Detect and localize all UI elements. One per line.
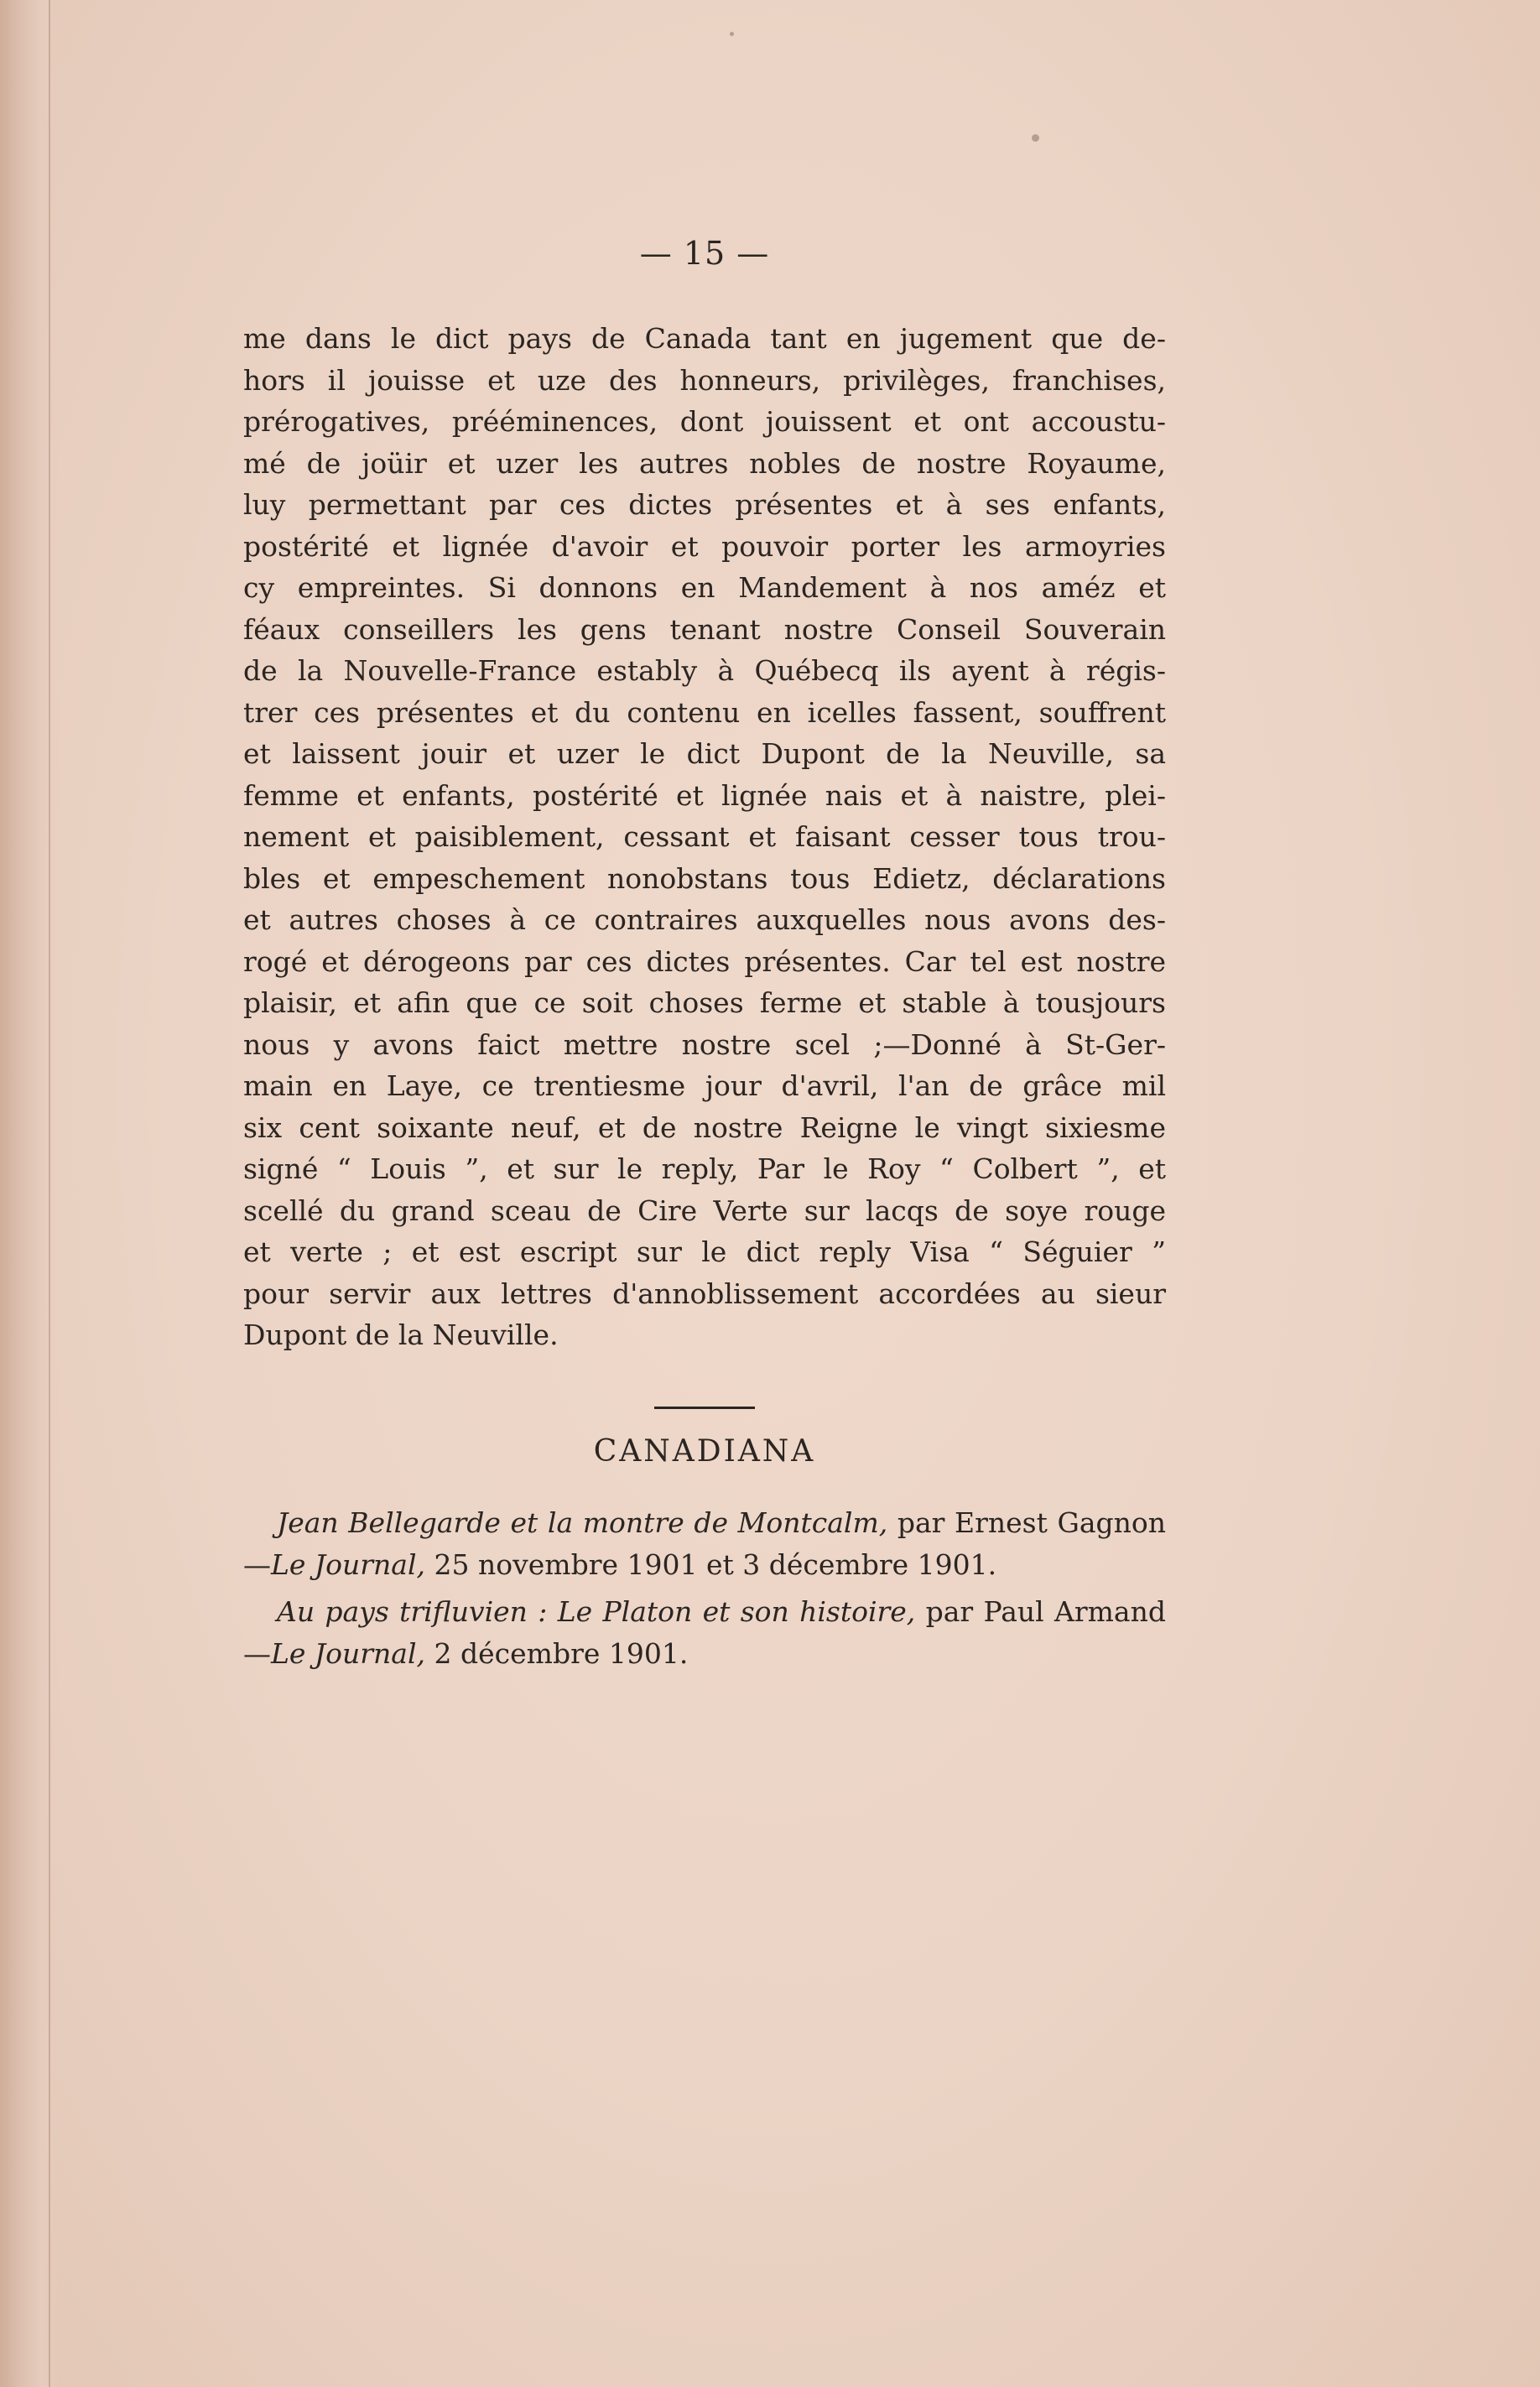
page-number: — 15 — (639, 235, 770, 272)
entry-date: 2 décembre 1901. (425, 1636, 689, 1670)
ink-spot (1032, 134, 1039, 142)
bibliography-entry (243, 1502, 1166, 1586)
body-line: signé “ Louis ”, et sur le reply, Par le Roy “ Colbert ”, et (243, 1152, 1166, 1185)
section-title: CANADIANA (593, 1433, 816, 1469)
body-line: de la Nouvelle-France estably à Québecq ils ayent à régis- (243, 654, 1166, 687)
body-line: bles et empeschement nonobstans tous Edietz, déclarations (243, 861, 1166, 895)
entry-journal: Le Journal, (271, 1547, 426, 1581)
body-line: nous y avons faict mettre nostre scel ;—Donné à St-Ger- (243, 1027, 1166, 1061)
entry-author: par Ernest Gagnon— (243, 1506, 1166, 1581)
entry-journal: Le Journal, (271, 1636, 426, 1670)
bibliography-list (243, 1502, 1166, 1675)
document-text (243, 235, 1166, 1680)
body-line: nement et paisiblement, cessant et faisant cesser tous trou- (243, 820, 1166, 853)
body-line: et verte ; et est escript sur le dict reply Visa “ Séguier ” (243, 1235, 1166, 1268)
body-line: féaux conseillers les gens tenant nostre Conseil Souverain (243, 612, 1166, 646)
body-line: et laissent jouir et uzer le dict Dupont de la Neuville, sa (243, 737, 1166, 770)
body-line: scellé du grand sceau de Cire Verte sur lacqs de soye rouge (243, 1194, 1166, 1227)
body-line: mé de joüir et uzer les autres nobles de nostre Royaume, (243, 446, 1166, 480)
body-line: cy empreintes. Si donnons en Mandement à nos améz et (243, 571, 1166, 604)
entry-author: par Paul Armand— (243, 1594, 1166, 1670)
body-line: prérogatives, prééminences, dont jouissent et ont accoustu- (243, 405, 1166, 438)
bibliography-entry (243, 1591, 1166, 1675)
body-line: rogé et dérogeons par ces dictes présentes. Car tel est nostre (243, 944, 1166, 978)
body-line: pour servir aux lettres d'annoblissement accordées au sieur (243, 1277, 1166, 1310)
body-line: plaisir, et afin que ce soit choses ferme et stable à tousjours (243, 986, 1166, 1019)
body-line: et autres choses à ce contraires auxquelles nous avons des- (243, 903, 1166, 936)
body-line: hors il jouisse et uze des honneurs, privilèges, franchises, (243, 363, 1166, 397)
body-line: luy permettant par ces dictes présentes et à ses enfants, (243, 488, 1166, 521)
body-line: trer ces présentes et du contenu en icelles fassent, souffrent (243, 695, 1166, 729)
body-line: postérité et lignée d'avoir et pouvoir porter les armoyries (243, 529, 1166, 563)
entry-date: 25 novembre 1901 et 3 décembre 1901. (425, 1547, 997, 1581)
entry-title: Jean Bellegarde et la montre de Montcalm, (277, 1506, 888, 1539)
body-line: six cent soixante neuf, et de nostre Reigne le vingt sixiesme (243, 1110, 1166, 1144)
body-line: Dupont de la Neuville. (243, 1318, 559, 1351)
body-line: main en Laye, ce trentiesme jour d'avril, l'an de grâce mil (243, 1069, 1166, 1102)
body-line: me dans le dict pays de Canada tant en jugement que de- (243, 322, 1166, 355)
section-divider (654, 1407, 755, 1409)
entry-title: Au pays trifluvien : Le Platon et son histoire, (277, 1594, 916, 1628)
letter-body (243, 318, 1166, 1356)
gutter-line (49, 0, 50, 2387)
body-line: femme et enfants, postérité et lignée nais et à naistre, plei- (243, 778, 1166, 812)
ink-spot (730, 32, 734, 36)
